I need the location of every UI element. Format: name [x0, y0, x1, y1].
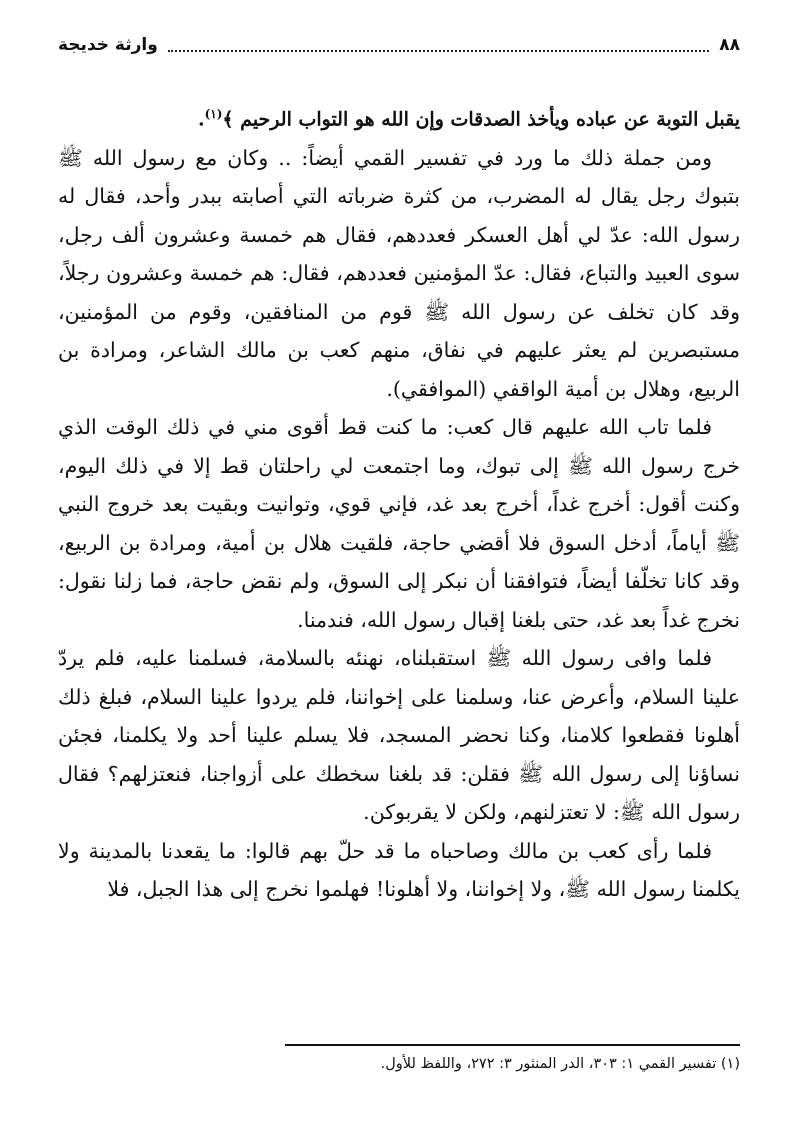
main-text: [58, 95, 740, 909]
quran-quote-line: يقبل التوبة عن عباده ويأخذ الصدقات وإن الله هو التواب الرحيم ﴾$^{(١)}$.: [197, 107, 740, 131]
footnote: (١) تفسير القمي ١: ٣٠٣، الدر المنثور ٣: ٢٧٢، واللفظ للأول.: [380, 1056, 740, 1072]
paragraph-4: فلما رأى كعب بن مالك وصاحباه ما قد حلّ بهم قالوا: ما يقعدنا بالمدينة ولا يكلمنا رسول الله ﷺ، ولا إخواننا، ولا أهلونا! فهلموا نخرج إلى هذا الجبل، فلا: [58, 838, 740, 902]
running-title: وارثة خديجة: [58, 35, 158, 55]
paragraph-1: ومن جملة ذلك ما ورد في تفسير القمي أيضاً: .. وكان مع رسول الله ﷺ بتبوك رجل يقال له المضرب، من كثرة ضرباته التي أصابته ببدر وأحد، فقال له رسول الله: عدّ لي أهل العسكر فعددهم، فقال هم خمسة وعشرون ألف رجل، سوى العبيد والتباع، فقال: عدّ المؤمنين فعددهم، فقال: هم خمسة وعشرون رجلاً، وقد كان تخلف عن رسول الله ﷺ قوم من المنافقين، وقوم من المؤمنين، مستبصرين لم يعثر عليهم في نفاق، منهم كعب بن مالك الشاعر، ومرادة بن الربيع، وهلال بن أمية الواقفي (الموافقي).: [58, 145, 740, 401]
page-number: ٨٨: [719, 35, 740, 55]
header-dot-leader: [168, 38, 709, 52]
quote-text: يقبل التوبة عن عباده ويأخذ الصدقات وإن الله هو التواب الرحيم ﴾: [222, 108, 740, 131]
paragraph-3: فلما وافى رسول الله ﷺ استقبلناه، نهنئه بالسلامة، فسلمنا عليه، فلم يردّ علينا السلام، وأعرض عنا، وسلمنا على إخواننا، فلم يردوا علينا السلام، فبلغ ذلك أهلونا فقطعوا كلامنا، وكنا نحضر المسجد، فلا يسلم علينا أحد ولا يكلمنا، فجئن نساؤنا إلى رسول الله ﷺ فقلن: قد بلغنا سخطك على أزواجنا، فنعتزلهم؟ فقال رسول الله ﷺ: لا تعتزلنهم، ولكن لا يقربوكن.: [58, 646, 740, 825]
page-header: [58, 30, 740, 60]
footnote-ref: (١): [204, 107, 223, 121]
paragraph-2: فلما تاب الله عليهم قال كعب: ما كنت قط أقوى مني في ذلك الوقت الذي خرج رسول الله ﷺ إلى تبوك، وما اجتمعت لي راحلتان قط إلا في ذلك اليوم، وكنت أقول: أخرج غداً، أخرج بعد غد، فإني قوي، وتوانيت وبقيت بعد خروج النبي ﷺ أياماً، أدخل السوق فلا أقضي حاجة، فلقيت هلال بن أمية، ومرادة بن الربيع، وقد كانا تخلّفا أيضاً، فتوافقنا أن نبكر إلى السوق، ولم نقض حاجة، فما زلنا نقول: نخرج غداً بعد غد، حتى بلغنا إقبال رسول الله، فندمنا.: [58, 415, 740, 632]
footnote-divider: [285, 1044, 740, 1046]
